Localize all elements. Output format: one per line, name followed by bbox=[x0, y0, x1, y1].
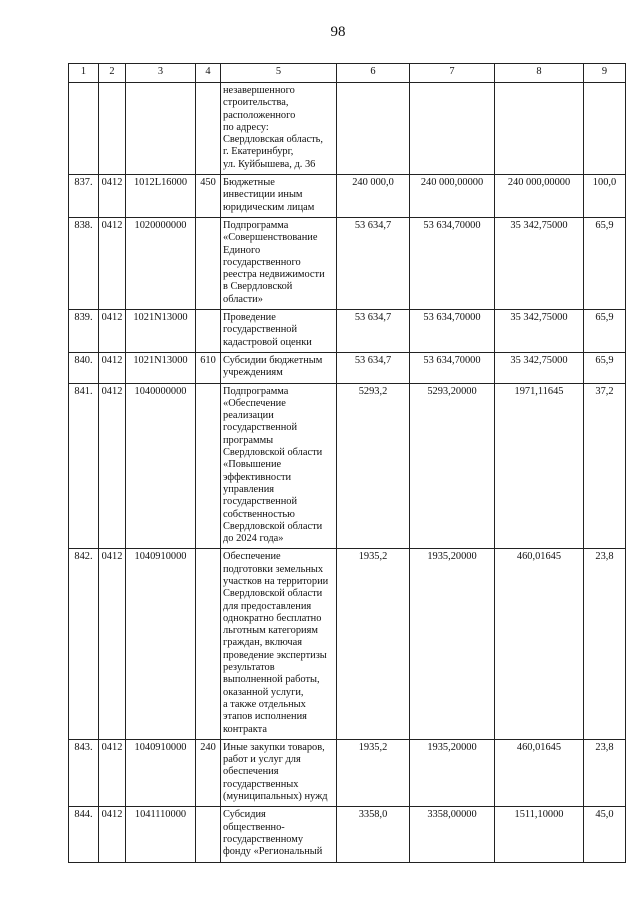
item-name: Подпрограмма «Совершенствование Единого государственного реестра недвижимости в Свердловской области» bbox=[221, 217, 337, 309]
execution-percent: 65,9 bbox=[584, 352, 626, 383]
header-col-4: 4 bbox=[196, 64, 221, 83]
row-number: 838. bbox=[69, 217, 99, 309]
target-article-code: 1012L16000 bbox=[126, 175, 196, 218]
section-code: 0412 bbox=[99, 175, 126, 218]
executed-amount: 1511,10000 bbox=[495, 807, 584, 862]
executed-amount: 460,01645 bbox=[495, 549, 584, 739]
approved-amount: 5293,2 bbox=[337, 383, 410, 549]
execution-percent: 23,8 bbox=[584, 739, 626, 806]
table-row bbox=[69, 352, 626, 383]
table-row bbox=[69, 383, 626, 549]
section-code: 0412 bbox=[99, 807, 126, 862]
target-article-code: 1021N13000 bbox=[126, 352, 196, 383]
expense-type-code bbox=[196, 310, 221, 353]
section-code: 0412 bbox=[99, 217, 126, 309]
executed-amount: 460,01645 bbox=[495, 739, 584, 806]
table-row bbox=[69, 807, 626, 862]
planned-amount: 1935,20000 bbox=[410, 739, 495, 806]
executed-amount: 240 000,00000 bbox=[495, 175, 584, 218]
execution-percent: 100,0 bbox=[584, 175, 626, 218]
row-number: 840. bbox=[69, 352, 99, 383]
item-name: Субсидия общественно- государственному фонду «Региональный bbox=[221, 807, 337, 862]
table-row bbox=[69, 175, 626, 218]
executed-amount bbox=[495, 83, 584, 175]
table-row bbox=[69, 83, 626, 175]
table-row bbox=[69, 217, 626, 309]
page-number: 98 bbox=[330, 24, 346, 40]
approved-amount bbox=[337, 83, 410, 175]
execution-percent: 65,9 bbox=[584, 310, 626, 353]
planned-amount: 53 634,70000 bbox=[410, 217, 495, 309]
approved-amount: 240 000,0 bbox=[337, 175, 410, 218]
target-article-code: 1040910000 bbox=[126, 739, 196, 806]
budget-table bbox=[68, 63, 626, 863]
target-article-code: 1021N13000 bbox=[126, 310, 196, 353]
approved-amount: 1935,2 bbox=[337, 549, 410, 739]
expense-type-code bbox=[196, 807, 221, 862]
header-col-2: 2 bbox=[99, 64, 126, 83]
table-row bbox=[69, 310, 626, 353]
target-article-code bbox=[126, 83, 196, 175]
planned-amount: 3358,00000 bbox=[410, 807, 495, 862]
item-name: Субсидии бюджетным учреждениям bbox=[221, 352, 337, 383]
expense-type-code bbox=[196, 217, 221, 309]
expense-type-code bbox=[196, 383, 221, 549]
planned-amount: 53 634,70000 bbox=[410, 310, 495, 353]
expense-type-code bbox=[196, 549, 221, 739]
item-name: Обеспечение подготовки земельных участков на территории Свердловской области для предоставления однократно бесплатно льготным категориям граждан, включая проведение экспертизы результатов выполненной работы, оказанной услуги, а также отдельных этапов исполнения контракта bbox=[221, 549, 337, 739]
approved-amount: 53 634,7 bbox=[337, 310, 410, 353]
row-number bbox=[69, 83, 99, 175]
table-row bbox=[69, 739, 626, 806]
item-name: Бюджетные инвестиции иным юридическим лицам bbox=[221, 175, 337, 218]
target-article-code: 1040910000 bbox=[126, 549, 196, 739]
row-number: 839. bbox=[69, 310, 99, 353]
executed-amount: 35 342,75000 bbox=[495, 352, 584, 383]
header-col-7: 7 bbox=[410, 64, 495, 83]
header-col-8: 8 bbox=[495, 64, 584, 83]
execution-percent: 45,0 bbox=[584, 807, 626, 862]
expense-type-code: 610 bbox=[196, 352, 221, 383]
section-code: 0412 bbox=[99, 549, 126, 739]
item-name: Подпрограмма «Обеспечение реализации государственной программы Свердловской области «Повышение эффективности управления государственной собственностью Свердловской области до 2024 года» bbox=[221, 383, 337, 549]
executed-amount: 1971,11645 bbox=[495, 383, 584, 549]
header-col-3: 3 bbox=[126, 64, 196, 83]
section-code: 0412 bbox=[99, 352, 126, 383]
section-code: 0412 bbox=[99, 310, 126, 353]
item-name: Иные закупки товаров, работ и услуг для обеспечения государственных (муниципальных) нужд bbox=[221, 739, 337, 806]
row-number: 843. bbox=[69, 739, 99, 806]
planned-amount: 53 634,70000 bbox=[410, 352, 495, 383]
row-number: 842. bbox=[69, 549, 99, 739]
execution-percent: 37,2 bbox=[584, 383, 626, 549]
section-code: 0412 bbox=[99, 383, 126, 549]
execution-percent: 23,8 bbox=[584, 549, 626, 739]
expense-type-code: 450 bbox=[196, 175, 221, 218]
executed-amount: 35 342,75000 bbox=[495, 310, 584, 353]
approved-amount: 53 634,7 bbox=[337, 352, 410, 383]
item-name: Проведение государственной кадастровой оценки bbox=[221, 310, 337, 353]
section-code bbox=[99, 83, 126, 175]
section-code: 0412 bbox=[99, 739, 126, 806]
expense-type-code: 240 bbox=[196, 739, 221, 806]
table-header-row bbox=[69, 64, 626, 83]
planned-amount: 5293,20000 bbox=[410, 383, 495, 549]
target-article-code: 1041110000 bbox=[126, 807, 196, 862]
header-col-1: 1 bbox=[69, 64, 99, 83]
approved-amount: 53 634,7 bbox=[337, 217, 410, 309]
execution-percent bbox=[584, 83, 626, 175]
header-col-6: 6 bbox=[337, 64, 410, 83]
row-number: 837. bbox=[69, 175, 99, 218]
approved-amount: 3358,0 bbox=[337, 807, 410, 862]
target-article-code: 1020000000 bbox=[126, 217, 196, 309]
planned-amount bbox=[410, 83, 495, 175]
expense-type-code bbox=[196, 83, 221, 175]
row-number: 841. bbox=[69, 383, 99, 549]
execution-percent: 65,9 bbox=[584, 217, 626, 309]
planned-amount: 240 000,00000 bbox=[410, 175, 495, 218]
header-col-9: 9 bbox=[584, 64, 626, 83]
target-article-code: 1040000000 bbox=[126, 383, 196, 549]
header-col-5: 5 bbox=[221, 64, 337, 83]
planned-amount: 1935,20000 bbox=[410, 549, 495, 739]
executed-amount: 35 342,75000 bbox=[495, 217, 584, 309]
item-name: незавершенного строительства, расположенного по адресу: Свердловская область, г. Екатеринбург, ул. Куйбышева, д. 36 bbox=[221, 83, 337, 175]
row-number: 844. bbox=[69, 807, 99, 862]
table-row bbox=[69, 549, 626, 739]
approved-amount: 1935,2 bbox=[337, 739, 410, 806]
